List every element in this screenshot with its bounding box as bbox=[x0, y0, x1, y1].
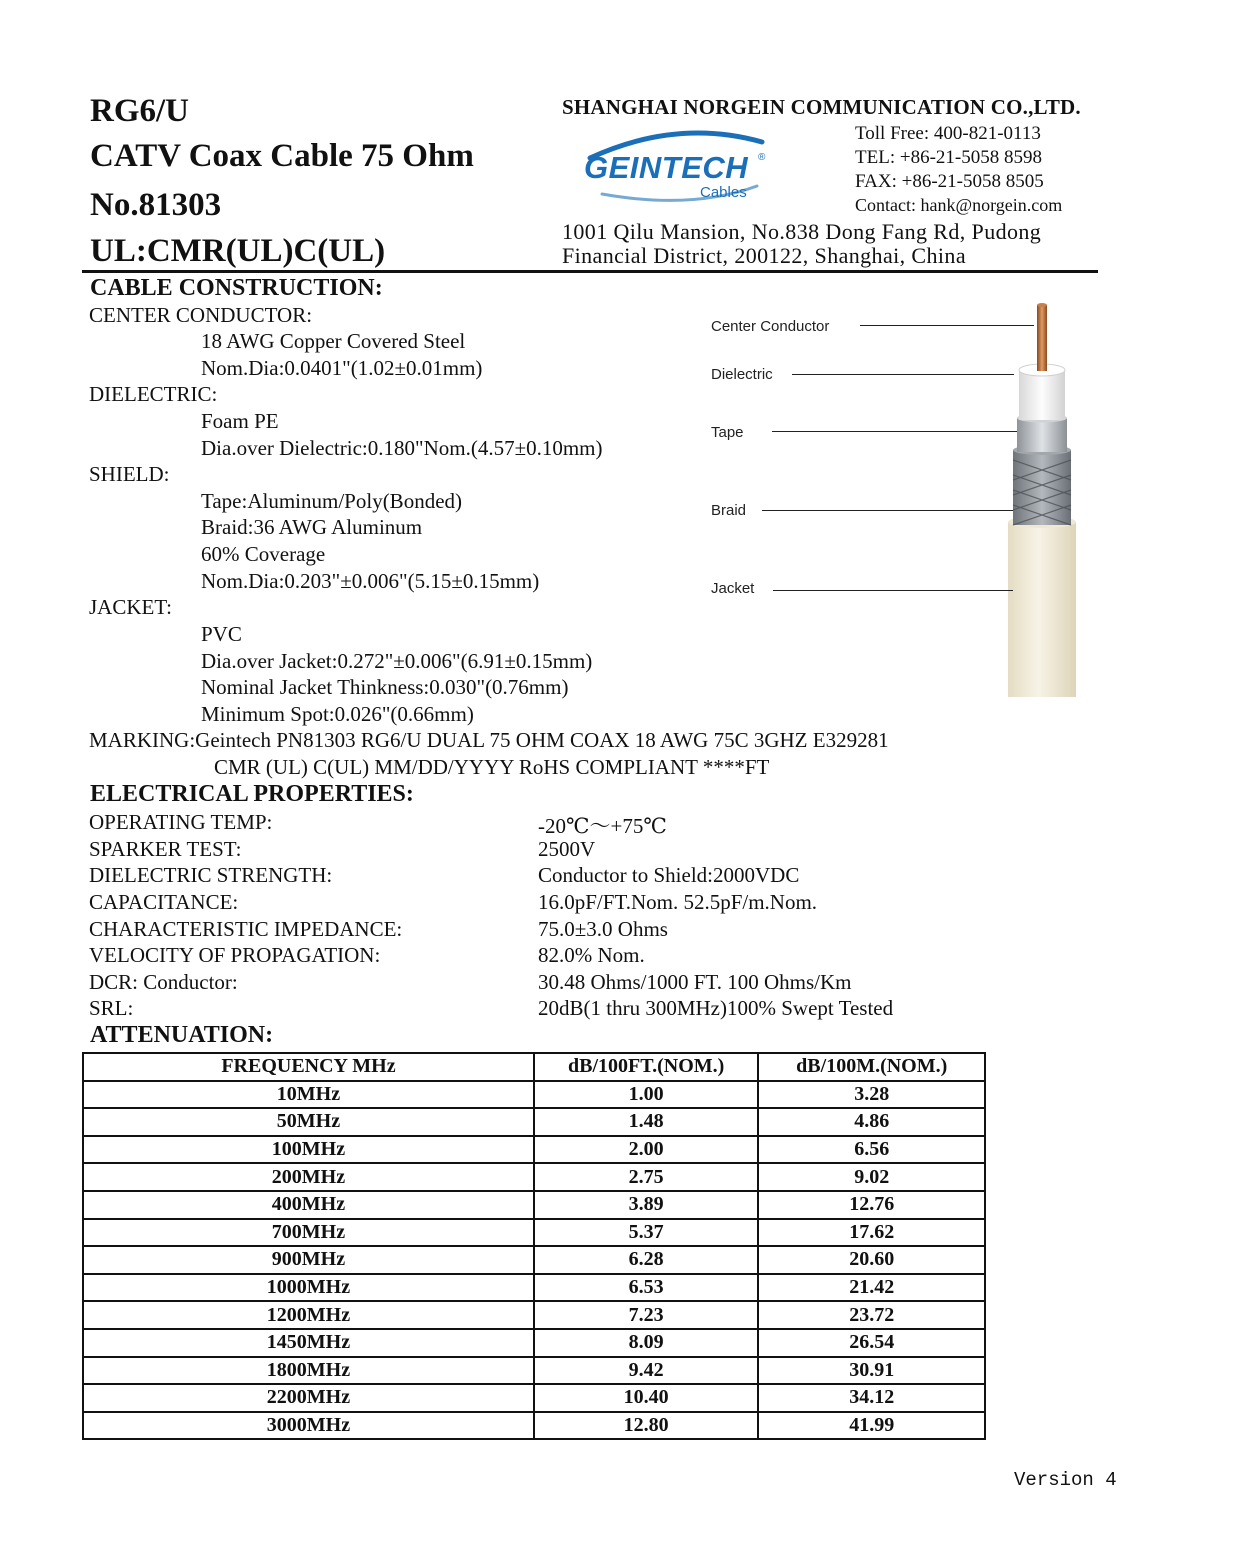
frequency-cell: 1000MHz bbox=[83, 1274, 534, 1302]
registered-mark: ® bbox=[758, 152, 766, 163]
table-row bbox=[83, 1301, 985, 1329]
db-per-100m-cell: 30.91 bbox=[758, 1357, 985, 1385]
db-per-100ft-cell: 6.28 bbox=[534, 1246, 759, 1274]
product-title: RG6/U bbox=[90, 93, 189, 129]
geintech-logo bbox=[582, 124, 782, 208]
header-rule bbox=[82, 270, 1098, 273]
jacket-spec: Nominal Jacket Thinkness:0.030"(0.76mm) bbox=[201, 675, 569, 699]
shield-spec: Tape:Aluminum/Poly(Bonded) bbox=[201, 489, 463, 513]
tel-label: TEL: bbox=[855, 147, 896, 168]
electrical-label: SPARKER TEST: bbox=[89, 837, 242, 861]
leader-line bbox=[772, 431, 1017, 432]
attenuation-heading: ATTENUATION: bbox=[90, 1022, 274, 1048]
toll-free-value: 400-821-0113 bbox=[933, 123, 1041, 144]
frequency-cell: 2200MHz bbox=[83, 1384, 534, 1412]
part-number: No.81303 bbox=[90, 187, 222, 223]
table-row bbox=[83, 1108, 985, 1136]
center-conductor-spec: Nom.Dia:0.0401"(1.02±0.01mm) bbox=[201, 356, 483, 380]
leader-line bbox=[792, 374, 1014, 375]
frequency-cell: 1450MHz bbox=[83, 1329, 534, 1357]
column-header: dB/100M.(NOM.) bbox=[758, 1053, 985, 1081]
frequency-cell: 50MHz bbox=[83, 1108, 534, 1136]
table-row bbox=[83, 1274, 985, 1302]
electrical-value: 16.0pF/FT.Nom. 52.5pF/m.Nom. bbox=[538, 890, 818, 914]
column-header: dB/100FT.(NOM.) bbox=[534, 1053, 759, 1081]
center-conductor-label: CENTER CONDUCTOR: bbox=[89, 303, 313, 327]
table-row bbox=[83, 1329, 985, 1357]
electrical-value: 20dB(1 thru 300MHz)100% Swept Tested bbox=[538, 996, 894, 1020]
attenuation-table bbox=[82, 1052, 986, 1440]
db-per-100ft-cell: 12.80 bbox=[534, 1412, 759, 1440]
frequency-cell: 900MHz bbox=[83, 1246, 534, 1274]
db-per-100m-cell: 41.99 bbox=[758, 1412, 985, 1440]
electrical-value: 2500V bbox=[538, 837, 596, 861]
jacket-label: JACKET: bbox=[89, 595, 172, 619]
db-per-100m-cell: 3.28 bbox=[758, 1081, 985, 1109]
logo-sub: Cables bbox=[700, 184, 747, 201]
table-row bbox=[83, 1384, 985, 1412]
marking-line-2: CMR (UL) C(UL) MM/DD/YYYY RoHS COMPLIANT ****FT bbox=[214, 755, 770, 779]
construction-heading: CABLE CONSTRUCTION: bbox=[90, 275, 383, 301]
dielectric-spec: Dia.over Dielectric:0.180"Nom.(4.57±0.10mm) bbox=[201, 436, 603, 460]
frequency-cell: 400MHz bbox=[83, 1191, 534, 1219]
diagram-label-dielectric: Dielectric bbox=[711, 366, 773, 383]
jacket-spec: PVC bbox=[201, 622, 242, 646]
electrical-label: CAPACITANCE: bbox=[89, 890, 239, 914]
table-row bbox=[83, 1357, 985, 1385]
leader-line bbox=[773, 590, 1013, 591]
frequency-cell: 1200MHz bbox=[83, 1301, 534, 1329]
db-per-100m-cell: 23.72 bbox=[758, 1301, 985, 1329]
db-per-100m-cell: 20.60 bbox=[758, 1246, 985, 1274]
electrical-value: 30.48 Ohms/1000 FT. 100 Ohms/Km bbox=[538, 970, 852, 994]
db-per-100ft-cell: 3.89 bbox=[534, 1191, 759, 1219]
electrical-value: -20℃～+75℃ bbox=[538, 814, 667, 838]
ul-rating: UL:CMR(UL)C(UL) bbox=[90, 233, 386, 269]
toll-free-line bbox=[855, 123, 1041, 145]
dielectric-label: DIELECTRIC: bbox=[89, 382, 218, 406]
marking-line-1 bbox=[89, 728, 889, 753]
logo-brand: GEINTECH bbox=[584, 150, 749, 185]
db-per-100m-cell: 9.02 bbox=[758, 1163, 985, 1191]
contact-email[interactable]: hank@norgein.com bbox=[920, 195, 1063, 215]
diagram-label-tape: Tape bbox=[711, 424, 744, 441]
db-per-100m-cell: 12.76 bbox=[758, 1191, 985, 1219]
marking-text: Geintech PN81303 RG6/U DUAL 75 OHM COAX 18 AWG 75C 3GHZ E329281 bbox=[195, 728, 889, 752]
db-per-100ft-cell: 8.09 bbox=[534, 1329, 759, 1357]
electrical-value: 82.0% Nom. bbox=[538, 943, 645, 967]
electrical-label: VELOCITY OF PROPAGATION: bbox=[89, 943, 381, 967]
fax-value: +86-21-5058 8505 bbox=[901, 171, 1044, 192]
address-line-1: 1001 Qilu Mansion, No.838 Dong Fang Rd, Pudong bbox=[562, 219, 1042, 244]
diagram-label-braid: Braid bbox=[711, 502, 747, 519]
tel-line bbox=[855, 147, 1042, 169]
frequency-cell: 1800MHz bbox=[83, 1357, 534, 1385]
table-row bbox=[83, 1412, 985, 1440]
db-per-100m-cell: 34.12 bbox=[758, 1384, 985, 1412]
toll-free-label: Toll Free: bbox=[855, 123, 930, 144]
leader-line bbox=[860, 325, 1034, 326]
frequency-cell: 100MHz bbox=[83, 1136, 534, 1164]
shield-spec: Nom.Dia:0.203"±0.006"(5.15±0.15mm) bbox=[201, 569, 540, 593]
center-conductor-spec: 18 AWG Copper Covered Steel bbox=[201, 329, 466, 353]
db-per-100ft-cell: 6.53 bbox=[534, 1274, 759, 1302]
db-per-100m-cell: 26.54 bbox=[758, 1329, 985, 1357]
table-row bbox=[83, 1246, 985, 1274]
db-per-100ft-cell: 1.48 bbox=[534, 1108, 759, 1136]
electrical-label: SRL: bbox=[89, 996, 134, 1020]
diagram-label-center-conductor: Center Conductor bbox=[711, 318, 830, 335]
shield-label: SHIELD: bbox=[89, 462, 170, 486]
frequency-cell: 200MHz bbox=[83, 1163, 534, 1191]
db-per-100ft-cell: 2.00 bbox=[534, 1136, 759, 1164]
leader-line bbox=[762, 510, 1013, 511]
tel-value: +86-21-5058 8598 bbox=[899, 147, 1042, 168]
shield-spec: 60% Coverage bbox=[201, 542, 326, 566]
fax-line bbox=[855, 171, 1044, 193]
diagram-label-jacket: Jacket bbox=[711, 580, 755, 597]
company-name: SHANGHAI NORGEIN COMMUNICATION CO.,LTD. bbox=[562, 95, 1081, 119]
db-per-100ft-cell: 5.37 bbox=[534, 1219, 759, 1247]
frequency-cell: 700MHz bbox=[83, 1219, 534, 1247]
electrical-label: CHARACTERISTIC IMPEDANCE: bbox=[89, 917, 403, 941]
contact-label: Contact: bbox=[855, 195, 916, 215]
table-row bbox=[83, 1081, 985, 1109]
jacket-spec: Minimum Spot:0.026"(0.66mm) bbox=[201, 702, 474, 726]
dielectric-spec: Foam PE bbox=[201, 409, 279, 433]
table-row bbox=[83, 1136, 985, 1164]
db-per-100m-cell: 6.56 bbox=[758, 1136, 985, 1164]
column-header: FREQUENCY MHz bbox=[83, 1053, 534, 1081]
jacket-spec: Dia.over Jacket:0.272"±0.006"(6.91±0.15mm) bbox=[201, 649, 593, 673]
db-per-100ft-cell: 1.00 bbox=[534, 1081, 759, 1109]
table-row bbox=[83, 1191, 985, 1219]
fax-label: FAX: bbox=[855, 171, 897, 192]
table-header-row bbox=[83, 1053, 985, 1081]
table-row bbox=[83, 1163, 985, 1191]
product-subtitle: CATV Coax Cable 75 Ohm bbox=[90, 138, 474, 174]
db-per-100m-cell: 4.86 bbox=[758, 1108, 985, 1136]
table-row bbox=[83, 1219, 985, 1247]
db-per-100ft-cell: 7.23 bbox=[534, 1301, 759, 1329]
db-per-100ft-cell: 2.75 bbox=[534, 1163, 759, 1191]
shield-spec: Braid:36 AWG Aluminum bbox=[201, 515, 423, 539]
address-line-2: Financial District, 200122, Shanghai, China bbox=[562, 243, 966, 268]
version-label: Version 4 bbox=[1014, 1469, 1117, 1491]
electrical-label: DIELECTRIC STRENGTH: bbox=[89, 863, 333, 887]
frequency-cell: 3000MHz bbox=[83, 1412, 534, 1440]
db-per-100ft-cell: 10.40 bbox=[534, 1384, 759, 1412]
electrical-heading: ELECTRICAL PROPERTIES: bbox=[90, 781, 414, 807]
electrical-value: 75.0±3.0 Ohms bbox=[538, 917, 668, 941]
contact-line bbox=[855, 195, 1062, 216]
marking-label: MARKING: bbox=[89, 728, 196, 752]
electrical-label: OPERATING TEMP: bbox=[89, 810, 273, 834]
db-per-100m-cell: 21.42 bbox=[758, 1274, 985, 1302]
db-per-100ft-cell: 9.42 bbox=[534, 1357, 759, 1385]
electrical-label: DCR: Conductor: bbox=[89, 970, 238, 994]
electrical-value: Conductor to Shield:2000VDC bbox=[538, 863, 800, 887]
cable-illustration bbox=[1008, 300, 1078, 700]
frequency-cell: 10MHz bbox=[83, 1081, 534, 1109]
db-per-100m-cell: 17.62 bbox=[758, 1219, 985, 1247]
